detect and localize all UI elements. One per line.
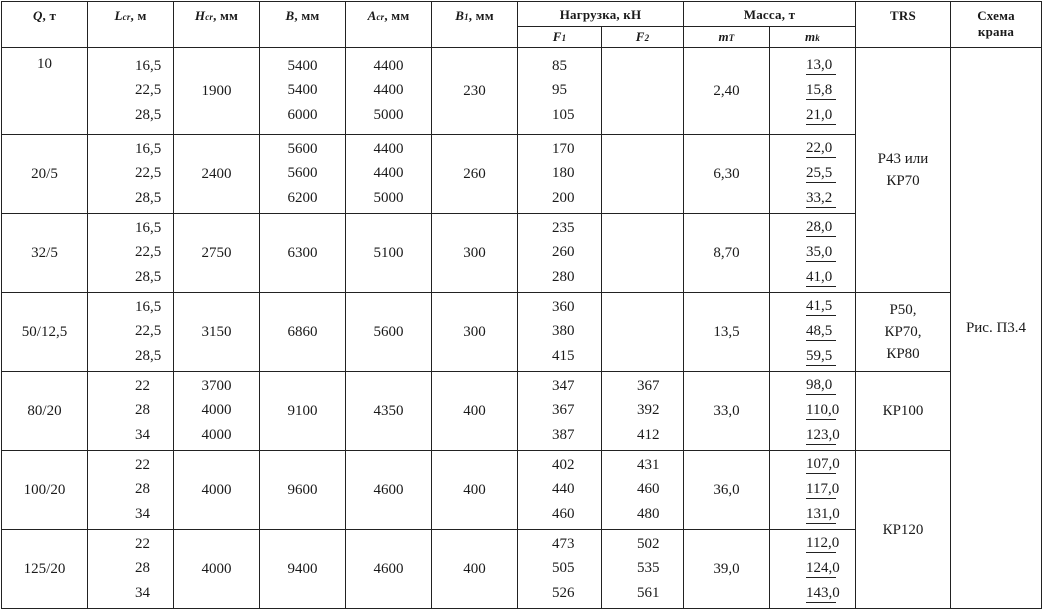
cell-f1: 235 260 280 [518, 214, 602, 293]
header-mt: mT [684, 27, 770, 48]
header-trs: TRS [856, 2, 951, 48]
cell-q: 32/5 [2, 214, 88, 293]
cell-lcr: 16,5 22,5 28,5 [88, 48, 174, 135]
table-row [2, 451, 1042, 530]
cell-lcr: 22 28 34 [88, 372, 174, 451]
cell-mt: 39,0 [684, 530, 770, 609]
cell-q: 10 [2, 48, 88, 135]
cell-mt: 6,30 [684, 135, 770, 214]
crane-specs-table [1, 1, 1042, 609]
cell-acr: 4600 [346, 451, 432, 530]
cell-acr: 4350 [346, 372, 432, 451]
cell-q: 20/5 [2, 135, 88, 214]
table-row [2, 48, 1042, 135]
cell-b1: 300 [432, 214, 518, 293]
cell-trs-group-2: Р50, КР70, КР80 [856, 293, 951, 372]
cell-b: 5400 5400 6000 [260, 48, 346, 135]
header-lcr: Lcr, м [88, 2, 174, 48]
cell-f1: 360 380 415 [518, 293, 602, 372]
header-b: B, мм [260, 2, 346, 48]
cell-lcr: 22 28 34 [88, 451, 174, 530]
cell-f1: 347 367 387 [518, 372, 602, 451]
cell-b1: 400 [432, 451, 518, 530]
cell-lcr: 16,5 22,5 28,5 [88, 135, 174, 214]
cell-lcr: 16,5 22,5 28,5 [88, 293, 174, 372]
header-mass-group: Масса, т [684, 2, 856, 27]
cell-b: 6300 [260, 214, 346, 293]
cell-q: 100/20 [2, 451, 88, 530]
cell-b1: 300 [432, 293, 518, 372]
cell-b: 9100 [260, 372, 346, 451]
table-row [2, 293, 1042, 372]
header-load-group: Нагрузка, кН [518, 2, 684, 27]
cell-b1: 400 [432, 372, 518, 451]
cell-b1: 230 [432, 48, 518, 135]
cell-scheme: Рис. П3.4 [951, 48, 1042, 609]
cell-lcr: 16,5 22,5 28,5 [88, 214, 174, 293]
cell-hcr: 4000 [174, 530, 260, 609]
cell-acr: 4400 4400 5000 [346, 48, 432, 135]
cell-b1: 260 [432, 135, 518, 214]
header-mk: mk [770, 27, 856, 48]
header-q: Q, т [2, 2, 88, 48]
cell-hcr: 3700 4000 4000 [174, 372, 260, 451]
cell-mk: 41,5 48,5 59,5 [770, 293, 856, 372]
table-row [2, 372, 1042, 451]
cell-b: 9600 [260, 451, 346, 530]
header-acr: Acr, мм [346, 2, 432, 48]
cell-mk: 22,0 25,5 33,2 [770, 135, 856, 214]
cell-b: 6860 [260, 293, 346, 372]
cell-mt: 36,0 [684, 451, 770, 530]
cell-mk: 112,0 124,0 143,0 [770, 530, 856, 609]
cell-f2 [602, 48, 684, 135]
cell-acr: 5600 [346, 293, 432, 372]
cell-f2: 431 460 480 [602, 451, 684, 530]
cell-mk: 107,0 117,0 131,0 [770, 451, 856, 530]
cell-q: 125/20 [2, 530, 88, 609]
cell-acr: 4400 4400 5000 [346, 135, 432, 214]
cell-hcr: 4000 [174, 451, 260, 530]
cell-hcr: 3150 [174, 293, 260, 372]
cell-f2 [602, 135, 684, 214]
cell-mk: 98,0 110,0 123,0 [770, 372, 856, 451]
cell-hcr: 2750 [174, 214, 260, 293]
cell-acr: 5100 [346, 214, 432, 293]
cell-mt: 13,5 [684, 293, 770, 372]
header-scheme: Схема крана [951, 2, 1042, 48]
header-hcr: Hcr, мм [174, 2, 260, 48]
cell-f1: 402 440 460 [518, 451, 602, 530]
cell-mk: 13,0 15,8 21,0 [770, 48, 856, 135]
cell-f2: 502 535 561 [602, 530, 684, 609]
cell-hcr: 2400 [174, 135, 260, 214]
cell-b: 9400 [260, 530, 346, 609]
cell-q: 80/20 [2, 372, 88, 451]
cell-f2 [602, 214, 684, 293]
cell-trs-group-4: КР120 [856, 451, 951, 609]
cell-mk: 28,0 35,0 41,0 [770, 214, 856, 293]
header-f2: F2 [602, 27, 684, 48]
cell-hcr: 1900 [174, 48, 260, 135]
cell-acr: 4600 [346, 530, 432, 609]
cell-f2: 367 392 412 [602, 372, 684, 451]
cell-mt: 8,70 [684, 214, 770, 293]
cell-f1: 473 505 526 [518, 530, 602, 609]
cell-b: 5600 5600 6200 [260, 135, 346, 214]
cell-lcr: 22 28 34 [88, 530, 174, 609]
cell-trs-group-3: КР100 [856, 372, 951, 451]
cell-trs-group-1: Р43 или КР70 [856, 48, 951, 293]
cell-b1: 400 [432, 530, 518, 609]
cell-mt: 2,40 [684, 48, 770, 135]
cell-f1: 170 180 200 [518, 135, 602, 214]
header-b1: B1, мм [432, 2, 518, 48]
header-f1: F1 [518, 27, 602, 48]
cell-q: 50/12,5 [2, 293, 88, 372]
cell-mt: 33,0 [684, 372, 770, 451]
cell-f2 [602, 293, 684, 372]
cell-f1: 85 95 105 [518, 48, 602, 135]
